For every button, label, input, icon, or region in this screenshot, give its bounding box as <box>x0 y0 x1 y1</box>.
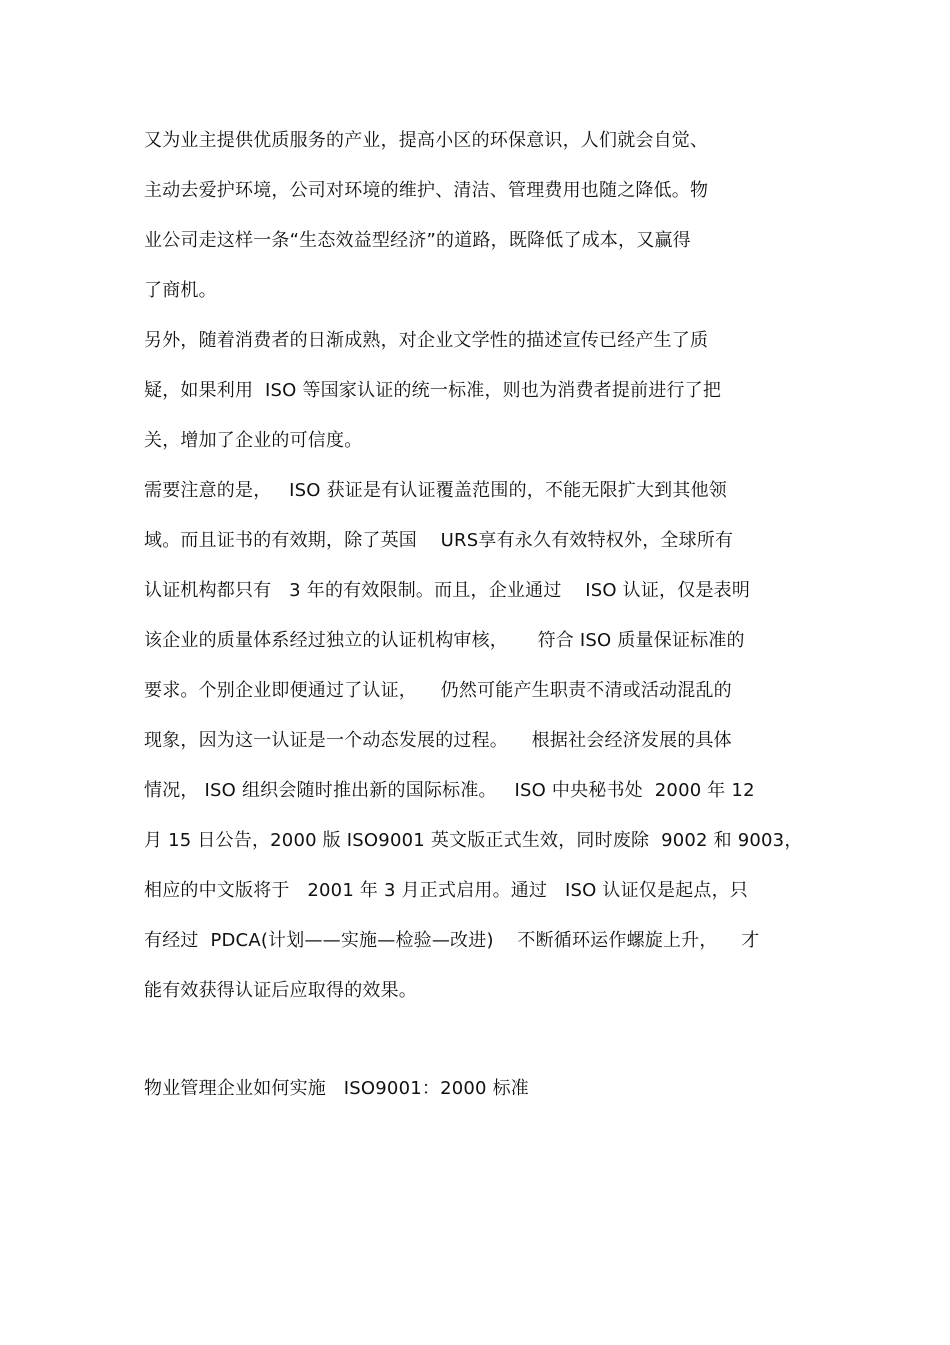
paragraph-line-12: 要求。个别企业即便通过了认证， 仍然可能产生职责不清或活动混乱的 <box>144 680 732 701</box>
paragraph-line-14: 情况， ISO 组织会随时推出新的国际标准。 ISO 中央秘书处 2000 年 12 <box>144 780 755 801</box>
paragraph-line-9: 域。而且证书的有效期，除了英国 URS享有永久有效特权外，全球所有 <box>144 530 734 551</box>
paragraph-line-11: 该企业的质量体系经过独立的认证机构审核， 符合 ISO 质量保证标准的 <box>144 630 745 651</box>
paragraph-line-17: 有经过 PDCA(计划——实施—检验—改进) 不断循环运作螺旋上升， 才 <box>144 930 760 951</box>
paragraph-line-1: 又为业主提供优质服务的产业，提高小区的环保意识，人们就会自觉、 <box>144 130 709 151</box>
paragraph-line-18: 能有效获得认证后应取得的效果。 <box>144 980 417 1001</box>
paragraph-line-4: 了商机。 <box>144 280 217 301</box>
paragraph-line-7: 关，增加了企业的可信度。 <box>144 430 363 451</box>
paragraph-line-3: 业公司走这样一条“生态效益型经济”的道路，既降低了成本，又赢得 <box>144 230 691 251</box>
paragraph-line-2: 主动去爱护环境，公司对环境的维护、清洁、管理费用也随之降低。物 <box>144 180 709 201</box>
paragraph-line-6: 疑，如果利用 ISO 等国家认证的统一标准，则也为消费者提前进行了把 <box>144 380 722 401</box>
paragraph-line-8: 需要注意的是， ISO 获证是有认证覆盖范围的，不能无限扩大到其他领 <box>144 480 727 501</box>
paragraph-line-10: 认证机构都只有 3 年的有效限制。而且，企业通过 ISO 认证，仅是表明 <box>144 580 751 601</box>
section-heading: 物业管理企业如何实施 ISO9001：2000 标准 <box>144 1078 530 1099</box>
paragraph-line-5: 另外，随着消费者的日渐成熟，对企业文学性的描述宣传已经产生了质 <box>144 330 709 351</box>
paragraph-line-16: 相应的中文版将于 2001 年 3 月正式启用。通过 ISO 认证仅是起点，只 <box>144 880 748 901</box>
paragraph-line-15: 月 15 日公告，2000 版 ISO9001 英文版正式生效，同时废除 9002 和 9003， <box>144 830 803 851</box>
paragraph-line-13: 现象，因为这一认证是一个动态发展的过程。 根据社会经济发展的具体 <box>144 730 732 751</box>
